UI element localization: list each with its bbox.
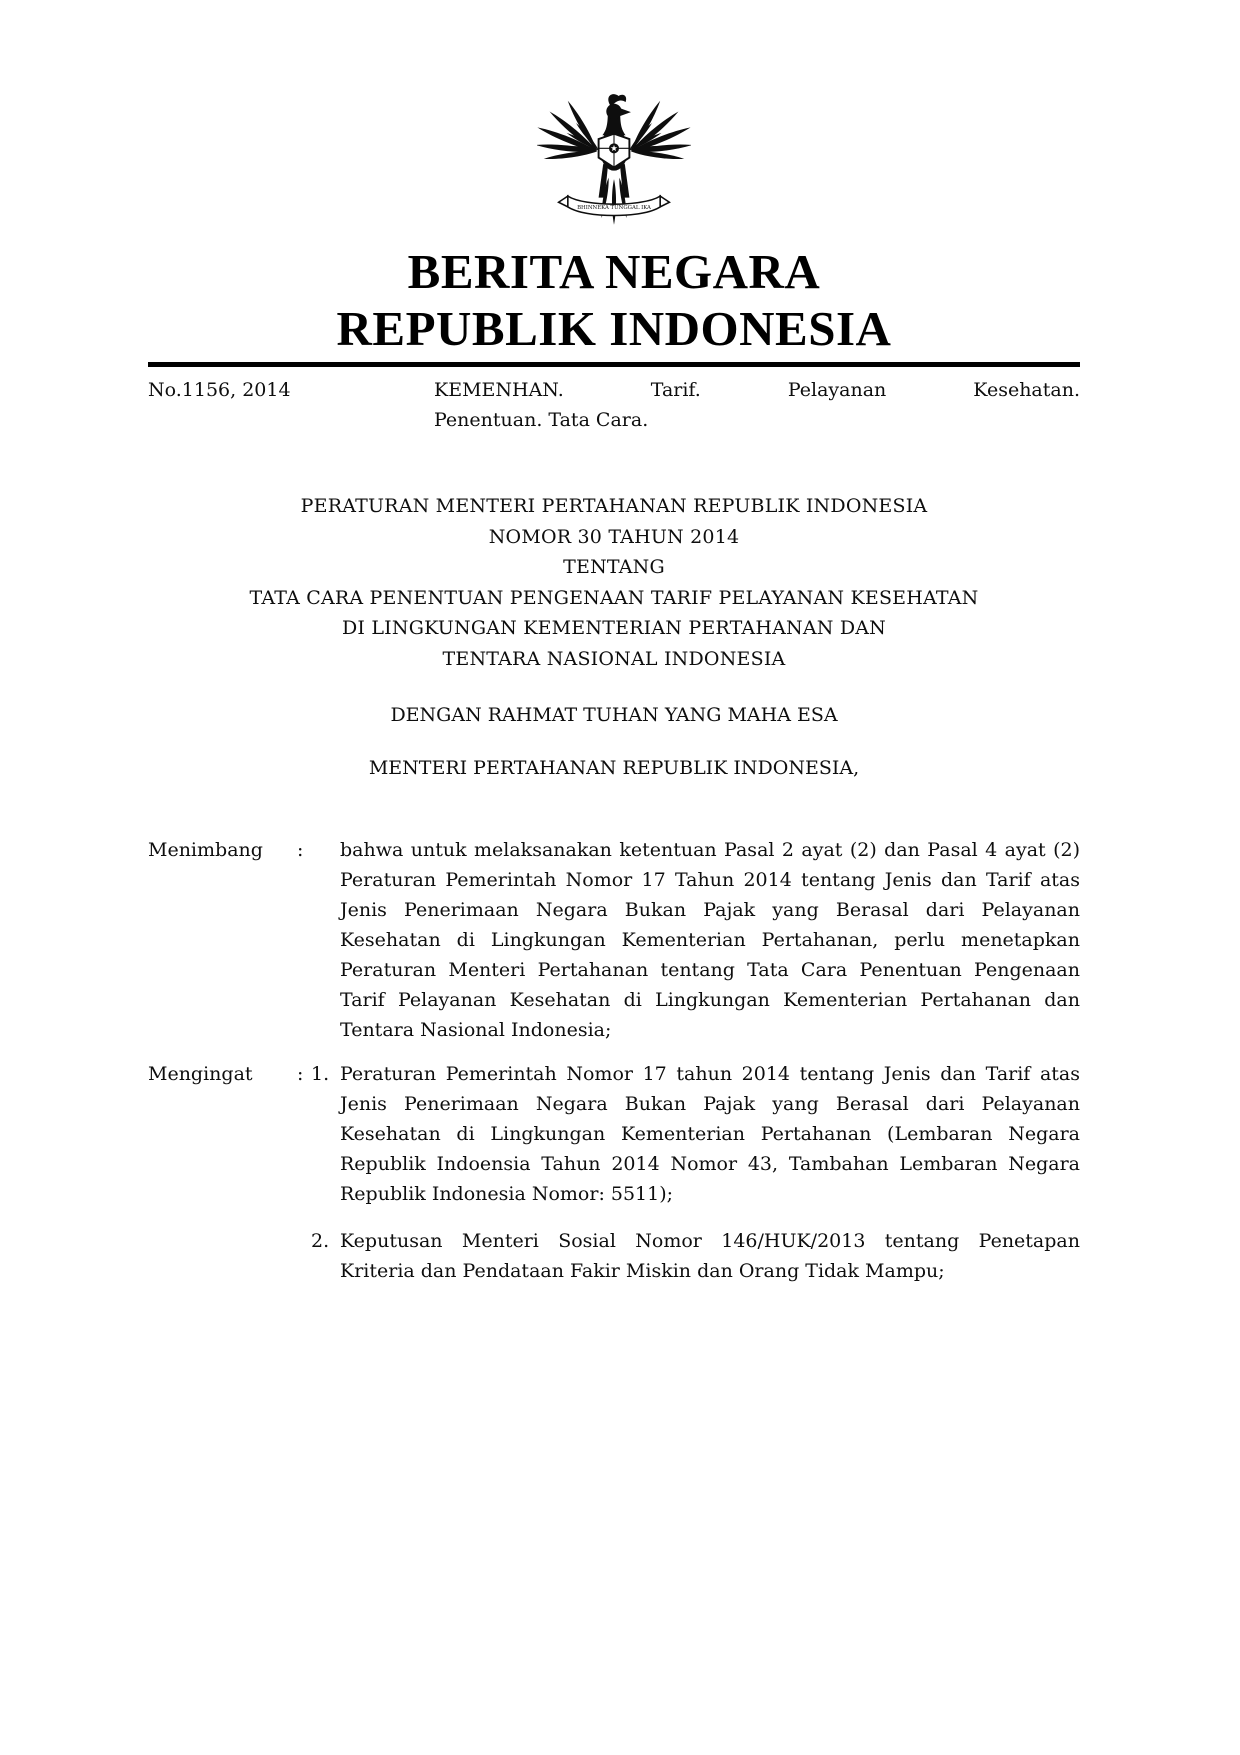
emblem-motto-text: BHINNEKA TUNGGAL IKA [577, 205, 651, 212]
legal-basis-marker-1 [297, 1059, 340, 1089]
colon [297, 1226, 311, 1256]
item-number: 2. [311, 1230, 330, 1252]
subject-line1: KEMENHAN. Tarif. Pelayanan Kesehatan. [434, 379, 1080, 401]
considerations-marker [297, 835, 340, 865]
regulation-subject-line: DI LINGKUNGAN KEMENTERIAN PERTAHANAN DAN [341, 617, 887, 639]
subject-keywords [434, 375, 1080, 435]
regulation-tentang-line: TENTANG [563, 556, 665, 578]
legal-basis-item-1 [148, 1059, 1080, 1209]
issue-row [148, 375, 1080, 435]
subject-line2: Penentuan. Tata Cara. [434, 409, 649, 431]
legal-basis-label: Mengingat [148, 1063, 253, 1085]
regulation-title-block [148, 491, 1080, 674]
legal-basis-marker-2 [297, 1226, 340, 1256]
considerations-label: Menimbang [148, 839, 263, 861]
colon: : [297, 839, 304, 861]
regulation-subject-line: TENTARA NASIONAL INDONESIA [442, 647, 786, 670]
considerations-clause [148, 835, 1080, 1045]
considerations-text: bahwa untuk melaksanakan ketentuan Pasal 2 ayat (2) dan Pasal 4 ayat (2) Peraturan Pemerintah Nomor 17 Tahun 2014 tentang Jenis dan Tarif atas Jenis Penerimaan Negara Bukan Pajak yang Berasal dari Pelayanan Kesehatan di Lingkungan Kementerian Pertahanan, perlu menetapkan Peraturan Menteri Pertahanan tentang Tata Cara Penentuan Pengenaan Tarif Pelayanan Kesehatan di Lingkungan Kementerian Pertahanan dan Tentara Nasional Indonesia; [340, 839, 1080, 1041]
gazette-title-line2: REPUBLIK INDONESIA [336, 301, 892, 356]
authority-line: MENTERI PERTAHANAN REPUBLIK INDONESIA, [368, 757, 860, 779]
item-number: 1. [311, 1063, 330, 1085]
regulation-title-line: PERATURAN MENTERI PERTAHANAN REPUBLIK INDONESIA [300, 495, 928, 517]
regulation-number-line: NOMOR 30 TAHUN 2014 [488, 525, 740, 548]
colon: : [297, 1063, 304, 1085]
gazette-title [148, 243, 1080, 357]
gazette-title-line1: BERITA NEGARA [407, 244, 821, 299]
legal-basis-text-2: Keputusan Menteri Sosial Nomor 146/HUK/2013 tentang Penetapan Kriteria dan Pendataan Fakir Miskin dan Orang Tidak Mampu; [340, 1230, 1080, 1282]
legal-basis-text-1: Peraturan Pemerintah Nomor 17 tahun 2014 tentang Jenis dan Tarif atas Jenis Penerimaan Negara Bukan Pajak yang Berasal dari Pelayanan Kesehatan di Lingkungan Kementerian Pertahanan (Lembaran Negara Republik Indoensia Tahun 2014 Nomor 43, Tambahan Lembaran Negara Republik Indonesia Nomor: 5511); [340, 1063, 1080, 1205]
clauses [148, 835, 1080, 1286]
regulation-subject-line: TATA CARA PENENTUAN PENGENAAN TARIF PELAYANAN KESEHATAN [249, 586, 979, 609]
invocation-line: DENGAN RAHMAT TUHAN YANG MAHA ESA [390, 704, 838, 726]
garuda-pancasila-emblem [537, 62, 691, 227]
masthead [148, 62, 1080, 435]
legal-basis-item-2 [148, 1226, 1080, 1286]
masthead-rule [148, 362, 1080, 367]
issue-number: No.1156, 2014 [148, 379, 291, 401]
